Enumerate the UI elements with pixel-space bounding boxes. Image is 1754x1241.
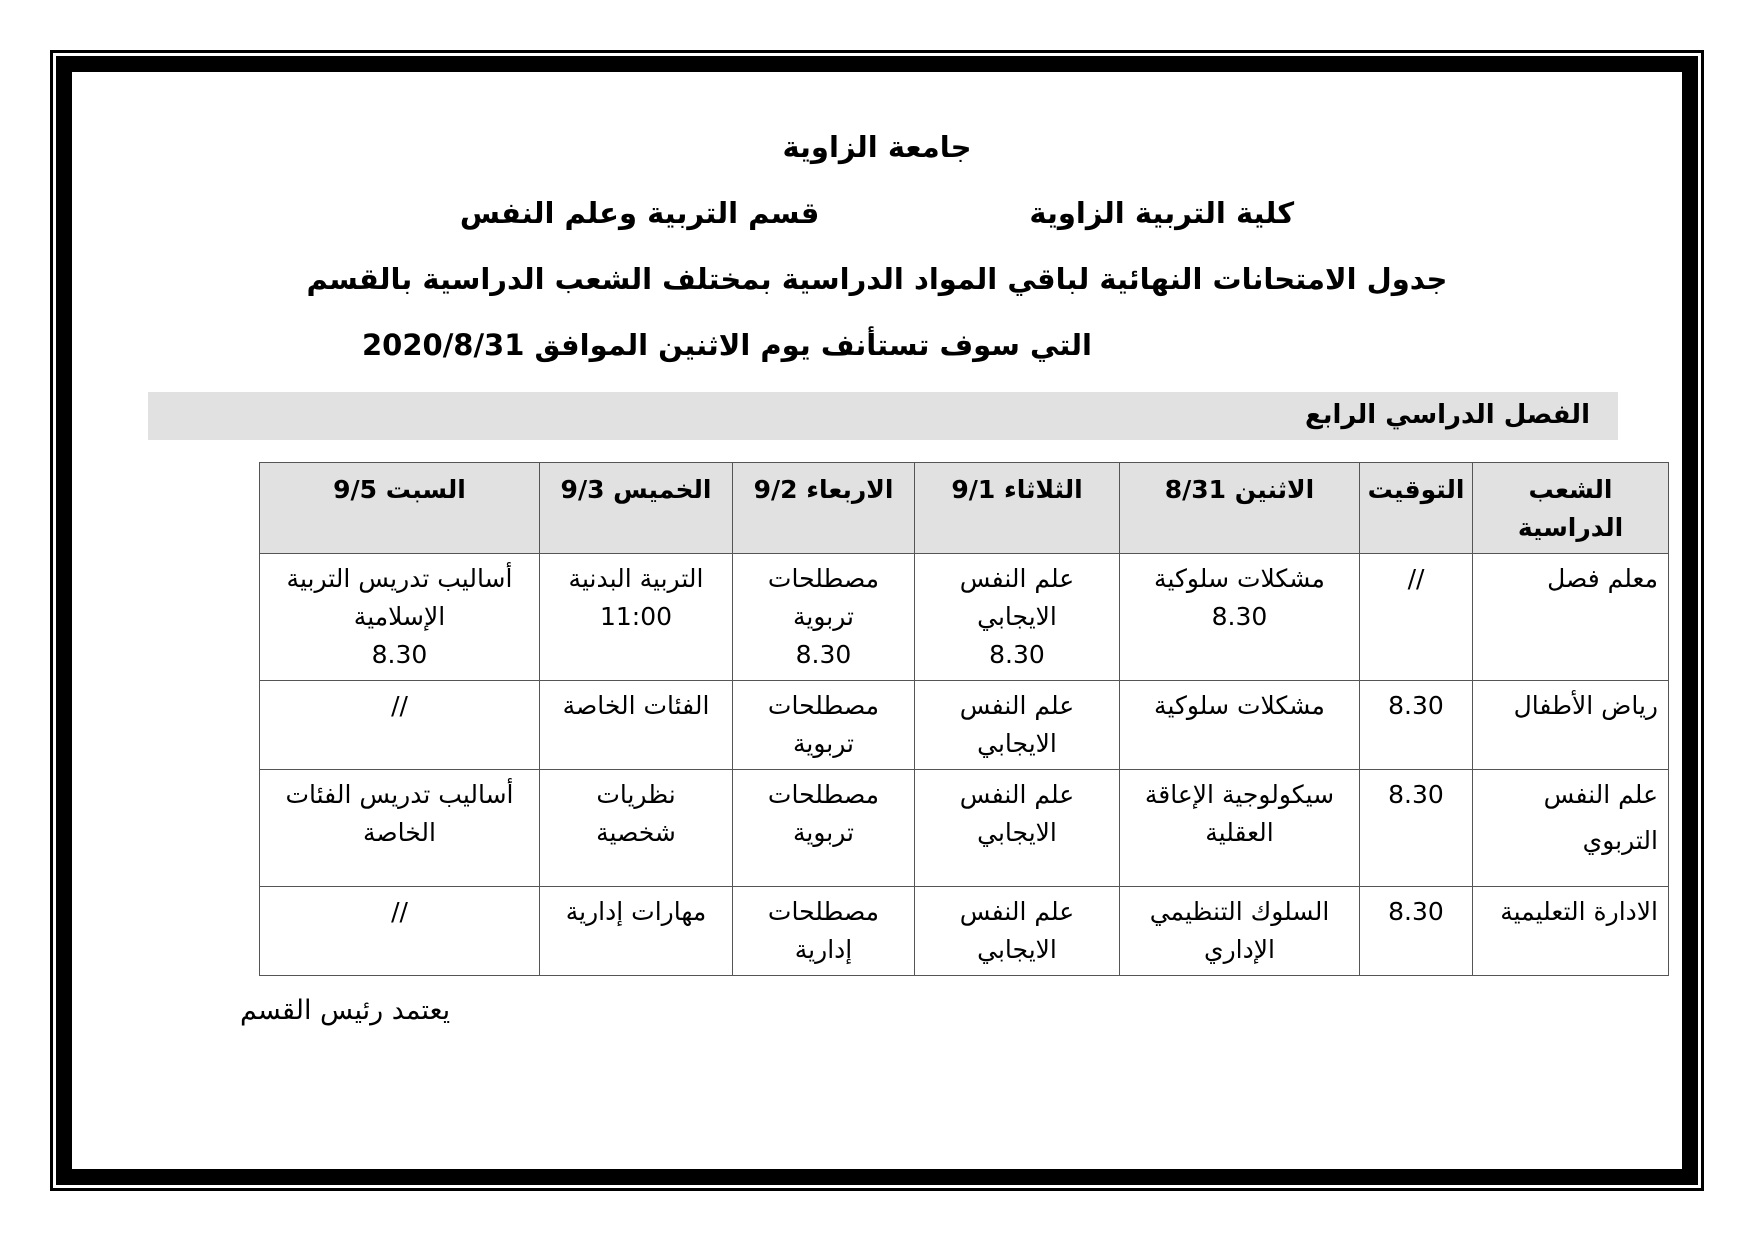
cell-text: علم النفس bbox=[1543, 780, 1658, 809]
table-row bbox=[260, 887, 1669, 976]
cell-text: 8.30 bbox=[989, 640, 1045, 669]
department-name: قسم التربية وعلم النفس bbox=[459, 196, 820, 230]
table-row bbox=[260, 770, 1669, 887]
exam-cell bbox=[540, 681, 733, 770]
cell-text: الإسلامية bbox=[353, 602, 446, 631]
exam-cell bbox=[540, 770, 733, 887]
header-cell: الاربعاء 9/2 bbox=[733, 463, 915, 554]
cell-text: مصطلحات bbox=[767, 564, 880, 593]
exam-cell bbox=[540, 554, 733, 681]
cell-text: تربوية bbox=[793, 818, 854, 847]
exam-cell bbox=[1120, 887, 1360, 976]
approval-signature-label: يعتمد رئيس القسم bbox=[240, 995, 451, 1026]
dept-cell bbox=[1473, 887, 1669, 976]
cell-text: مشكلات سلوكية bbox=[1154, 691, 1325, 720]
time-cell bbox=[1360, 887, 1473, 976]
cell-text: الايجابي bbox=[977, 729, 1057, 758]
dept-cell bbox=[1473, 770, 1669, 887]
cell-text: 8.30 bbox=[795, 640, 852, 669]
header-cell: التوقيت bbox=[1360, 463, 1473, 554]
cell-text: الإداري bbox=[1204, 935, 1275, 964]
cell-text: // bbox=[391, 897, 408, 926]
cell-text: أساليب تدريس الفئات bbox=[285, 780, 514, 809]
cell-text: الادارة التعليمية bbox=[1500, 897, 1658, 926]
cell-text: علم النفس bbox=[959, 897, 1075, 926]
time-cell bbox=[1360, 681, 1473, 770]
header-cell: الشعب الدراسية bbox=[1473, 463, 1669, 554]
cell-text: أساليب تدريس التربية bbox=[286, 564, 513, 593]
time-cell bbox=[1360, 554, 1473, 681]
cell-text: مصطلحات bbox=[767, 691, 880, 720]
document-title: جدول الامتحانات النهائية لباقي المواد الدراسية بمختلف الشعب الدراسية بالقسم bbox=[306, 262, 1448, 296]
cell-text: الايجابي bbox=[977, 602, 1057, 631]
faculty-name: كلية التربية الزاوية bbox=[1029, 196, 1295, 230]
faculty-department-line bbox=[0, 196, 1754, 230]
cell-text: السلوك التنظيمي bbox=[1149, 897, 1330, 926]
cell-text: الايجابي bbox=[977, 935, 1057, 964]
exam-cell bbox=[260, 554, 540, 681]
cell-text: الخاصة bbox=[363, 818, 436, 847]
cell-text: الايجابي bbox=[977, 818, 1057, 847]
cell-text: تربوية bbox=[793, 729, 854, 758]
cell-text: 8.30 bbox=[1388, 691, 1444, 720]
cell-text: شخصية bbox=[596, 818, 676, 847]
cell-text: علم النفس bbox=[959, 691, 1075, 720]
cell-text: 8.30 bbox=[1388, 780, 1444, 809]
table-row bbox=[260, 681, 1669, 770]
cell-text: التربوي bbox=[1582, 826, 1658, 855]
table-row bbox=[260, 554, 1669, 681]
cell-text: تربوية bbox=[793, 602, 854, 631]
resume-note: التي سوف تستأنف يوم الاثنين الموافق 2020/8/31 bbox=[361, 328, 1092, 362]
cell-text: 8.30 bbox=[1211, 602, 1268, 631]
header-cell: السبت 9/5 bbox=[260, 463, 540, 554]
exam-cell bbox=[915, 887, 1120, 976]
cell-text: الفئات الخاصة bbox=[562, 691, 710, 720]
cell-text: 11:00 bbox=[599, 602, 673, 631]
cell-text: 8.30 bbox=[1388, 897, 1444, 926]
cell-text: // bbox=[1407, 564, 1425, 593]
exam-cell bbox=[1120, 681, 1360, 770]
exam-cell bbox=[915, 681, 1120, 770]
exam-cell bbox=[733, 770, 915, 887]
exam-cell bbox=[260, 681, 540, 770]
cell-text: مهارات إدارية bbox=[565, 897, 707, 926]
cell-text: علم النفس bbox=[959, 780, 1075, 809]
header-cell: الخميس 9/3 bbox=[540, 463, 733, 554]
semester-label: الفصل الدراسي الرابع bbox=[148, 392, 1618, 440]
header-cell: الاثنين 8/31 bbox=[1120, 463, 1360, 554]
dept-cell bbox=[1473, 681, 1669, 770]
cell-text: نظريات bbox=[596, 780, 676, 809]
exam-schedule-table bbox=[259, 462, 1669, 976]
header-cell: الثلاثاء 9/1 bbox=[915, 463, 1120, 554]
cell-text: سيكولوجية الإعاقة bbox=[1144, 780, 1335, 809]
exam-cell bbox=[915, 554, 1120, 681]
cell-text: رياض الأطفال bbox=[1513, 691, 1658, 720]
cell-text: علم النفس bbox=[959, 564, 1075, 593]
exam-cell bbox=[540, 887, 733, 976]
cell-text: // bbox=[391, 691, 408, 720]
cell-text: 8.30 bbox=[371, 640, 428, 669]
table-header-row bbox=[260, 463, 1669, 554]
cell-text: العقلية bbox=[1205, 818, 1274, 847]
exam-cell bbox=[260, 770, 540, 887]
time-cell bbox=[1360, 770, 1473, 887]
exam-cell bbox=[1120, 554, 1360, 681]
exam-cell bbox=[1120, 770, 1360, 887]
dept-cell bbox=[1473, 554, 1669, 681]
exam-cell bbox=[733, 681, 915, 770]
exam-cell bbox=[733, 887, 915, 976]
cell-text: مشكلات سلوكية bbox=[1154, 564, 1325, 593]
cell-text: مصطلحات bbox=[767, 897, 880, 926]
exam-cell bbox=[915, 770, 1120, 887]
cell-text: التربية البدنية bbox=[568, 564, 704, 593]
exam-cell bbox=[260, 887, 540, 976]
university-title: جامعة الزاوية bbox=[782, 130, 972, 164]
cell-text: إدارية bbox=[794, 935, 853, 964]
cell-text: معلم فصل bbox=[1547, 564, 1658, 593]
exam-cell bbox=[733, 554, 915, 681]
cell-text: مصطلحات bbox=[767, 780, 880, 809]
